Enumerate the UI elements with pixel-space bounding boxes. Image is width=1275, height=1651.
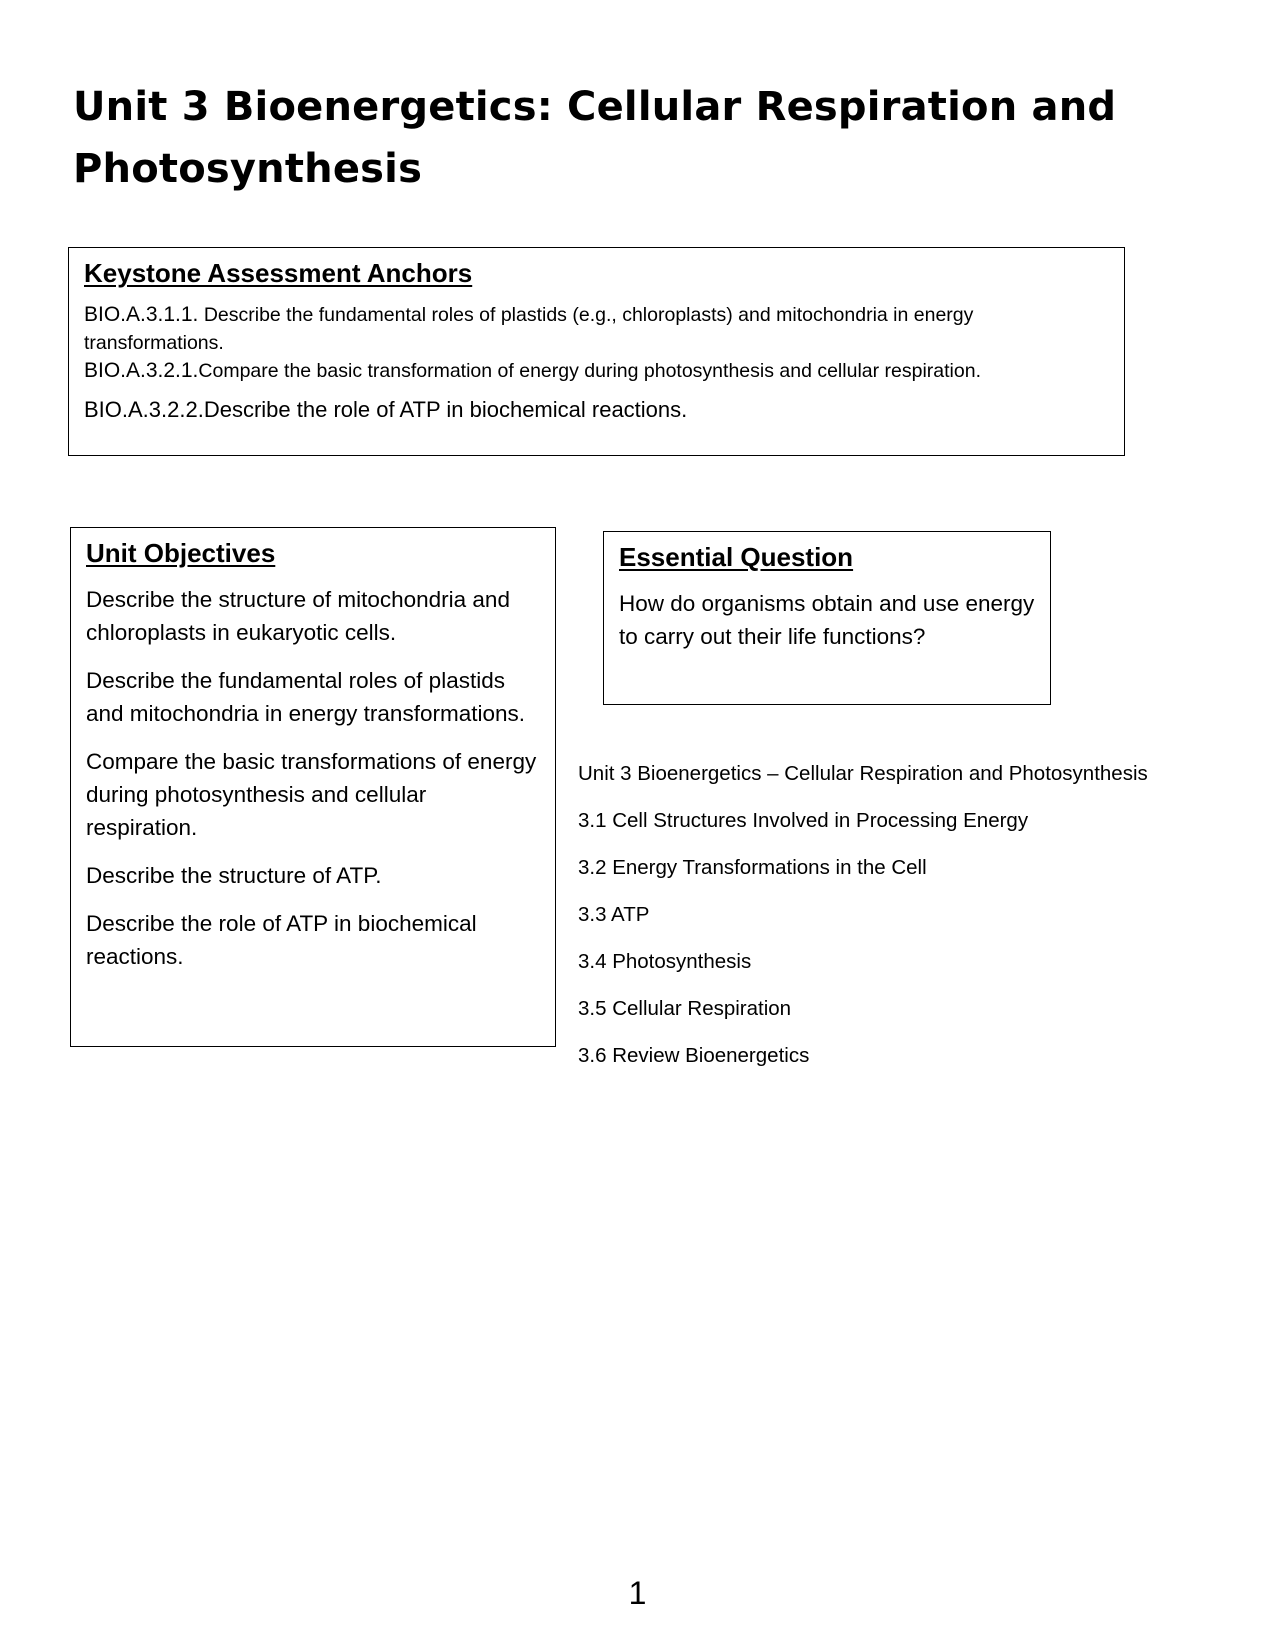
objective-item: Describe the fundamental roles of plastids and mitochondria in energy transformations.	[86, 668, 525, 726]
keystone-anchors-box	[68, 247, 1125, 456]
page-number: 1	[628, 1575, 647, 1611]
contents-item: 3.6 Review Bioenergetics	[578, 1044, 810, 1067]
anchor-item	[84, 301, 1109, 357]
contents-item: 3.4 Photosynthesis	[578, 950, 752, 973]
anchor-text: Describe the role of ATP in biochemical reactions.	[203, 397, 688, 422]
anchor-code: BIO.A.3.2.1.	[84, 359, 199, 382]
contents-item: 3.5 Cellular Respiration	[578, 997, 792, 1020]
contents-item: 3.3 ATP	[578, 903, 650, 926]
objective-item: Describe the structure of mitochondria and chloroplasts in eukaryotic cells.	[86, 587, 510, 645]
anchor-item	[84, 396, 1109, 424]
contents-item: Unit 3 Bioenergetics – Cellular Respiration and Photosynthesis	[578, 762, 1148, 785]
anchor-code: BIO.A.3.1.1.	[84, 303, 199, 326]
anchor-text: Compare the basic transformation of energy during photosynthesis and cellular respiration.	[198, 360, 981, 382]
contents-item: 3.2 Energy Transformations in the Cell	[578, 856, 927, 879]
anchor-text: Describe the fundamental roles of plastids (e.g., chloroplasts) and mitochondria in energy transformations.	[84, 304, 974, 354]
unit-objectives-box	[70, 527, 556, 1047]
objectives-heading: Unit Objectives	[86, 538, 276, 568]
page-title: Unit 3 Bioenergetics: Cellular Respiration and Photosynthesis	[73, 84, 1117, 192]
anchor-code: BIO.A.3.2.2.	[84, 397, 204, 422]
unit-contents-list	[578, 760, 1258, 1089]
anchors-heading: Keystone Assessment Anchors	[84, 258, 473, 288]
objective-item: Describe the structure of ATP.	[86, 863, 382, 888]
objective-item: Describe the role of ATP in biochemical reactions.	[86, 911, 477, 969]
essential-question-text: How do organisms obtain and use energy to carry out their life functions?	[619, 591, 1035, 649]
anchor-item	[84, 357, 1109, 385]
contents-item: 3.1 Cell Structures Involved in Processing Energy	[578, 809, 1029, 832]
objective-item: Compare the basic transformations of energy during photosynthesis and cellular respiration.	[86, 749, 537, 840]
essential-question-heading: Essential Question	[619, 542, 854, 572]
essential-question-box	[603, 531, 1051, 705]
